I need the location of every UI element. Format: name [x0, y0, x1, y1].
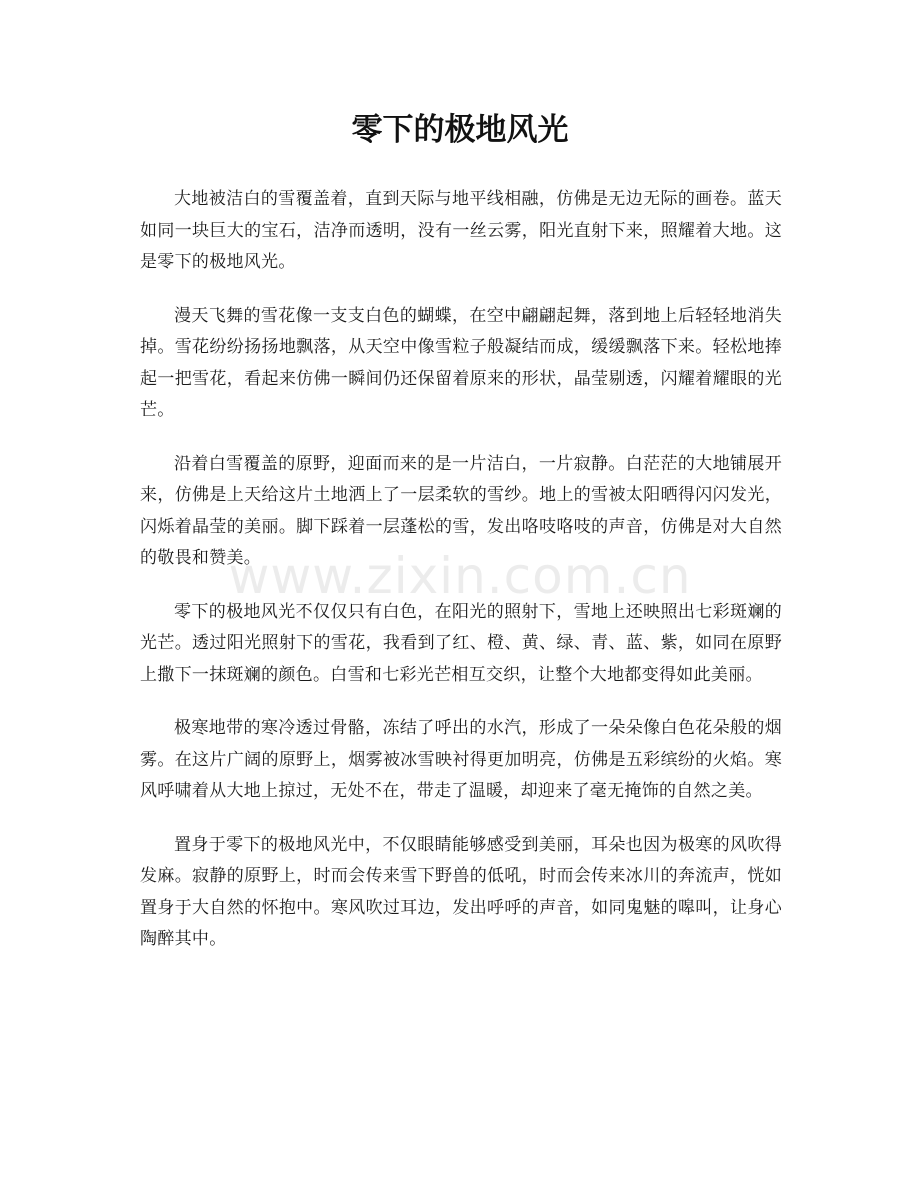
watermark: www.zixin.com.cn [228, 547, 692, 605]
paragraph: 大地被洁白的雪覆盖着，直到天际与地平线相融，仿佛是无边无际的画卷。蓝天如同一块巨大的宝石，洁净而透明，没有一丝云雾，阳光直射下来，照耀着大地。这是零下的极地风光。 [140, 189, 782, 272]
paragraph: 极寒地带的寒冷透过骨骼，冻结了呼出的水汽，形成了一朵朵像白色花朵般的烟雾。在这片广阔的原野上，烟雾被冰雪映衬得更加明亮，仿佛是五彩缤纷的火焰。寒风呼啸着从大地上掠过，无处不在，带走了温暖，却迎来了毫无掩饰的自然之美。 [140, 718, 782, 801]
paragraph: 沿着白雪覆盖的原野，迎面而来的是一片洁白，一片寂静。白茫茫的大地铺展开来，仿佛是上天给这片土地洒上了一层柔软的雪纱。地上的雪被太阳晒得闪闪发光，闪烁着晶莹的美丽。脚下踩着一层蓬松的雪，发出咯吱咯吱的声音，仿佛是对大自然的敬畏和赞美。 [140, 453, 782, 568]
paragraph: 零下的极地风光不仅仅只有白色，在阳光的照射下，雪地上还映照出七彩斑斓的光芒。透过阳光照射下的雪花，我看到了红、橙、黄、绿、青、蓝、紫，如同在原野上撒下一抹斑斓的颜色。白雪和七彩光芒相互交织，让整个大地都变得如此美丽。 [140, 601, 782, 685]
paragraph: 置身于零下的极地风光中，不仅眼睛能够感受到美丽，耳朵也因为极寒的风吹得发麻。寂静的原野上，时而会传来雪下野兽的低吼，时而会传来冰川的奔流声，恍如置身于大自然的怀抱中。寒风吹过耳边，发出呼呼的声音，如同鬼魅的嗥叫，让身心陶醉其中。 [140, 834, 782, 949]
document-body [140, 184, 782, 978]
document-title: 零下的极地风光 [351, 112, 569, 148]
paragraph: 漫天飞舞的雪花像一支支白色的蝴蝶，在空中翩翩起舞，落到地上后轻轻地消失掉。雪花纷纷扬扬地飘落，从天空中像雪粒子般凝结而成，缓缓飘落下来。轻松地捧起一把雪花，看起来仿佛一瞬间仍还保留着原来的形状，晶莹剔透，闪耀着耀眼的光芒。 [140, 305, 782, 420]
